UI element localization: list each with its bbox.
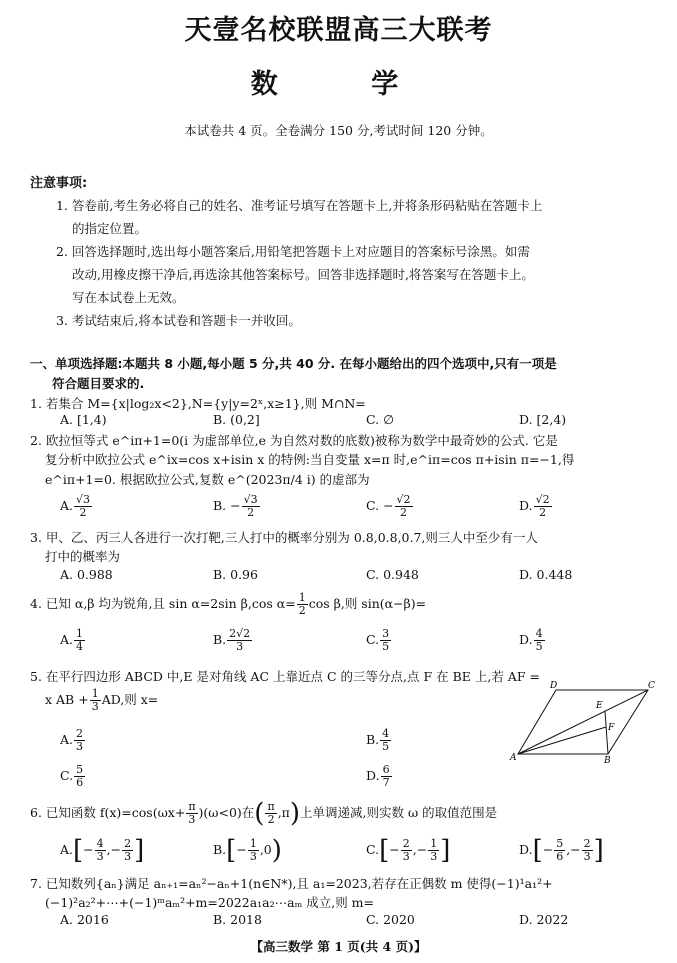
- q5-line1: 5. 在平行四边形 ABCD 中,E 是对角线 AC 上靠近点 C 的三等分点,点 F 在 BE 上,若 AF =: [30, 669, 540, 684]
- q7-option-a: A. 2016: [60, 912, 109, 927]
- q4-option-c: C. $\frac{3}{5}$: [366, 627, 390, 653]
- q5-option-a: A. $\frac{2}{3}$: [60, 727, 84, 753]
- q7-option-b: B. 2018: [213, 912, 262, 927]
- q4-option-a: A. $\frac{1}{4}$: [60, 627, 84, 653]
- q7-line2: (−1)²a₂²+⋯+(−1)ᵐaₘ²+m=2022a₁a₂⋯aₘ 成立,则 m=: [45, 895, 374, 910]
- q3-option-a: A. 0.988: [60, 567, 113, 582]
- section-heading-cont: 符合题目要求的.: [52, 376, 145, 391]
- label-e: E: [596, 701, 603, 711]
- q1-option-d: D. [2,4): [519, 412, 567, 427]
- q5-option-c: C. $\frac{5}{6}$: [60, 763, 84, 789]
- exam-info: 本试卷共 4 页。全卷满分 150 分,考试时间 120 分钟。: [184, 123, 493, 138]
- notice-line: 1. 答卷前,考生务必将自己的姓名、准考证号填写在答题卡上,并将条形码粘贴在答题卡上: [56, 198, 543, 213]
- q6-option-c: C.[− $\frac{2}{3}$ ,− $\frac{1}{3}$ ]: [366, 835, 451, 866]
- q2-line2: 复分析中欧拉公式 e^ix=cos x+isin x 的特例:当自变量 x=π 时,e^iπ=cos π+isin π=−1,得: [45, 452, 575, 467]
- q1-stem: 1. 若集合 M={x|log₂x<2},N={y|y=2ˣ,x≥1},则 M∩N=: [30, 396, 366, 411]
- label-d: D: [550, 681, 558, 691]
- q2-line1: 2. 欧拉恒等式 e^iπ+1=0(i 为虚部单位,e 为自然对数的底数)被称为数学中最奇妙的公式. 它是: [30, 433, 558, 448]
- page-footer: 【高三数学 第 1 页(共 4 页)】: [250, 939, 427, 954]
- section-heading: 一、单项选择题:本题共 8 小题,每小题 5 分,共 40 分. 在每小题给出的四个选项中,只有一项是: [30, 356, 557, 371]
- q5-option-d: D. $\frac{6}{7}$: [366, 763, 390, 789]
- parallelogram-figure: [508, 680, 656, 764]
- notice-line: 改动,用橡皮擦干净后,再选涂其他答案标号。回答非选择题时,将答案写在答题卡上。: [72, 267, 534, 282]
- q5-option-b: B. $\frac{4}{5}$: [366, 727, 390, 753]
- q6-option-a: A.[− $\frac{4}{3}$ ,− $\frac{2}{3}$ ]: [60, 835, 145, 866]
- label-a: A: [510, 753, 517, 763]
- q3-option-c: C. 0.948: [366, 567, 419, 582]
- q3-line1: 3. 甲、乙、丙三人各进行一次打靶,三人打中的概率分别为 0.8,0.8,0.7,则三人中至少有一人: [30, 530, 538, 545]
- q7-option-c: C. 2020: [366, 912, 415, 927]
- q1-option-a: A. [1,4): [60, 412, 107, 427]
- notice-heading: 注意事项:: [30, 176, 88, 191]
- q4-stem: 4. 已知 α,β 均为锐角,且 sin α=2sin β,cos α= $\frac{1}{2}$ cos β,则 sin(α−β)=: [30, 591, 427, 617]
- q6-option-b: B.[− $\frac{1}{3}$ ,0): [213, 835, 282, 866]
- q2-option-a: A. $\frac{√3}{2}$: [60, 493, 91, 519]
- q2-option-c: C. − $\frac{√2}{2}$: [366, 493, 411, 519]
- label-c: C: [648, 681, 655, 691]
- q7-option-d: D. 2022: [519, 912, 569, 927]
- q4-option-d: D. $\frac{4}{5}$: [519, 627, 543, 653]
- notice-line: 2. 回答选择题时,选出每小题答案后,用铅笔把答题卡上对应题目的答案标号涂黑。如需: [56, 244, 530, 259]
- exam-subject: 数 学: [250, 69, 427, 100]
- q5-line2: x AB + $\frac{1}{3}$ AD,则 x=: [45, 687, 159, 713]
- exam-title: 天壹名校联盟高三大联考: [184, 15, 493, 46]
- q3-option-b: B. 0.96: [213, 567, 258, 582]
- label-f: F: [608, 723, 615, 733]
- q4-option-b: B. $\frac{2√2}{3}$: [213, 627, 251, 653]
- q1-option-b: B. (0,2]: [213, 412, 260, 427]
- q2-option-d: D. $\frac{√2}{2}$: [519, 493, 550, 519]
- q3-line2: 打中的概率为: [45, 549, 121, 564]
- label-b: B: [604, 756, 611, 764]
- q6-stem: 6. 已知函数 f(x)=cos(ωx+ $\frac{\pi}{3}$ )(ω<0)在( $\frac{\pi}{2}$ ,π)上单调递减,则实数 ω 的取值范围是: [30, 798, 498, 829]
- q3-option-d: D. 0.448: [519, 567, 573, 582]
- notice-line: 写在本试卷上无效。: [72, 290, 185, 305]
- q2-line3: e^iπ+1=0. 根据欧拉公式,复数 e^(2023π/4 i) 的虚部为: [45, 472, 370, 487]
- notice-line: 3. 考试结束后,将本试卷和答题卡一并收回。: [56, 313, 301, 328]
- notice-line: 的指定位置。: [72, 221, 148, 236]
- q1-option-c: C. ∅: [366, 412, 394, 427]
- q6-option-d: D.[− $\frac{5}{6}$ ,− $\frac{2}{3}$ ]: [519, 835, 604, 866]
- q2-option-b: B. − $\frac{√3}{2}$: [213, 493, 258, 519]
- q7-line1: 7. 已知数列{aₙ}满足 aₙ₊₁=aₙ²−aₙ+1(n∈N*),且 a₁=2023,若存在正偶数 m 使得(−1)¹a₁²+: [30, 876, 553, 891]
